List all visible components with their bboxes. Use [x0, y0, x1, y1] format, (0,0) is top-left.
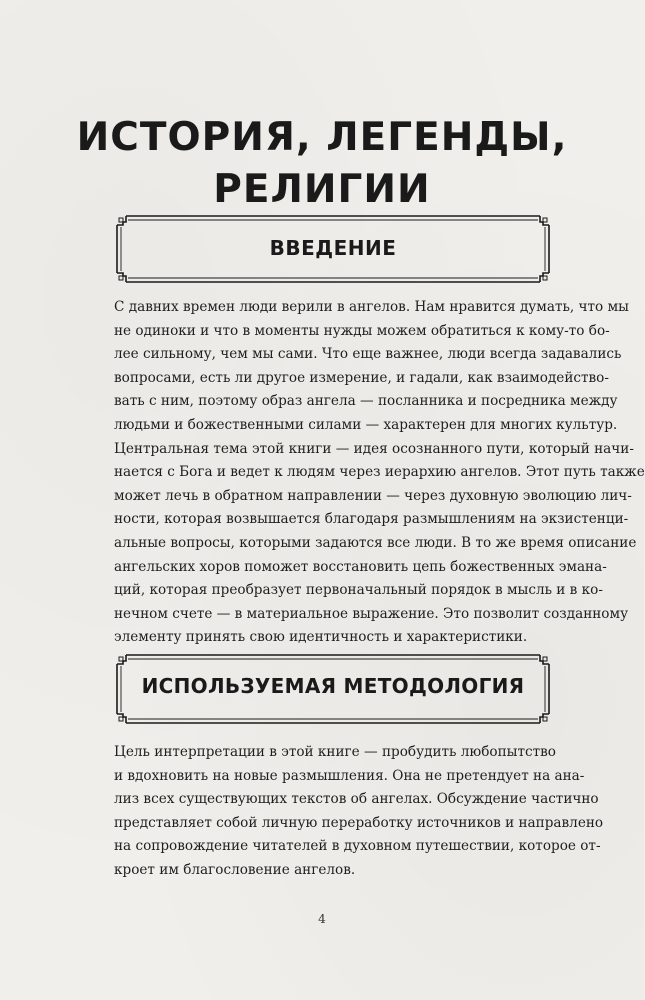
intro-heading-frame: [114, 213, 552, 285]
text-line: альные вопросы, которыми задаются все люди. В то же время описание: [114, 534, 637, 551]
text-line: лиз всех существующих текстов об ангелах. Обсуждение частично: [114, 791, 599, 808]
method-heading: ИСПОЛЬЗУЕМАЯ МЕТОДОЛОГИЯ: [141, 674, 525, 698]
text-line: ангельских хоров поможет восстановить цепь божественных эмана-: [114, 558, 607, 575]
method-heading-frame: [114, 652, 552, 726]
text-line: нается с Бога и ведет к людям через иерархию ангелов. Этот путь также: [114, 464, 645, 481]
text-line: ций, которая преобразует первоначальный порядок в мысль и в ко-: [114, 582, 603, 599]
text-line: может лечь в обратном направлении — через духовную эволюцию лич-: [114, 487, 632, 504]
text-line: на сопровождение читателей в духовном путешествии, которое от-: [114, 838, 601, 855]
chapter-title: [0, 112, 644, 216]
text-line: ности, которая возвышается благодаря размышлениям на экзистенци-: [114, 511, 629, 528]
text-line: и вдохновить на новые размышления. Она не претендует на ана-: [114, 767, 585, 784]
text-line: кроет им благословение ангелов.: [114, 861, 356, 878]
chapter-title-line-2: РЕЛИГИИ: [213, 167, 431, 212]
method-paragraph: [114, 741, 604, 883]
text-line: людьми и божественными силами — характерен для многих культур.: [114, 416, 618, 433]
text-line: не одиноки и что в моменты нужды можем обратиться к кому-то бо-: [114, 322, 610, 339]
text-line: элементу принять свою идентичность и характеристики.: [114, 629, 528, 646]
text-line: вопросами, есть ли другое измерение, и гадали, как взаимодейство-: [114, 369, 609, 386]
text-line: представляет собой личную переработку источников и направлено: [114, 814, 604, 831]
chapter-title-line-1: ИСТОРИЯ, ЛЕГЕНДЫ,: [76, 115, 568, 160]
text-line: нечном счете — в материальное выражение. Это позволит созданному: [114, 605, 629, 622]
intro-paragraph: [114, 296, 645, 650]
intro-heading: ВВЕДЕНИЕ: [269, 236, 397, 260]
text-line: С давних времен люди верили в ангелов. Нам нравится думать, что мы: [114, 299, 629, 315]
text-line: лее сильному, чем мы сами. Что еще важнее, люди всегда задавались: [114, 346, 622, 363]
page-number: 4: [318, 912, 326, 926]
text-line: вать с ним, поэтому образ ангела — посланника и посредника между: [114, 393, 618, 410]
text-line: Цель интерпретации в этой книге — пробудить любопытство: [114, 744, 556, 760]
text-line: Центральная тема этой книги — идея осознанного пути, который начи-: [114, 440, 634, 457]
